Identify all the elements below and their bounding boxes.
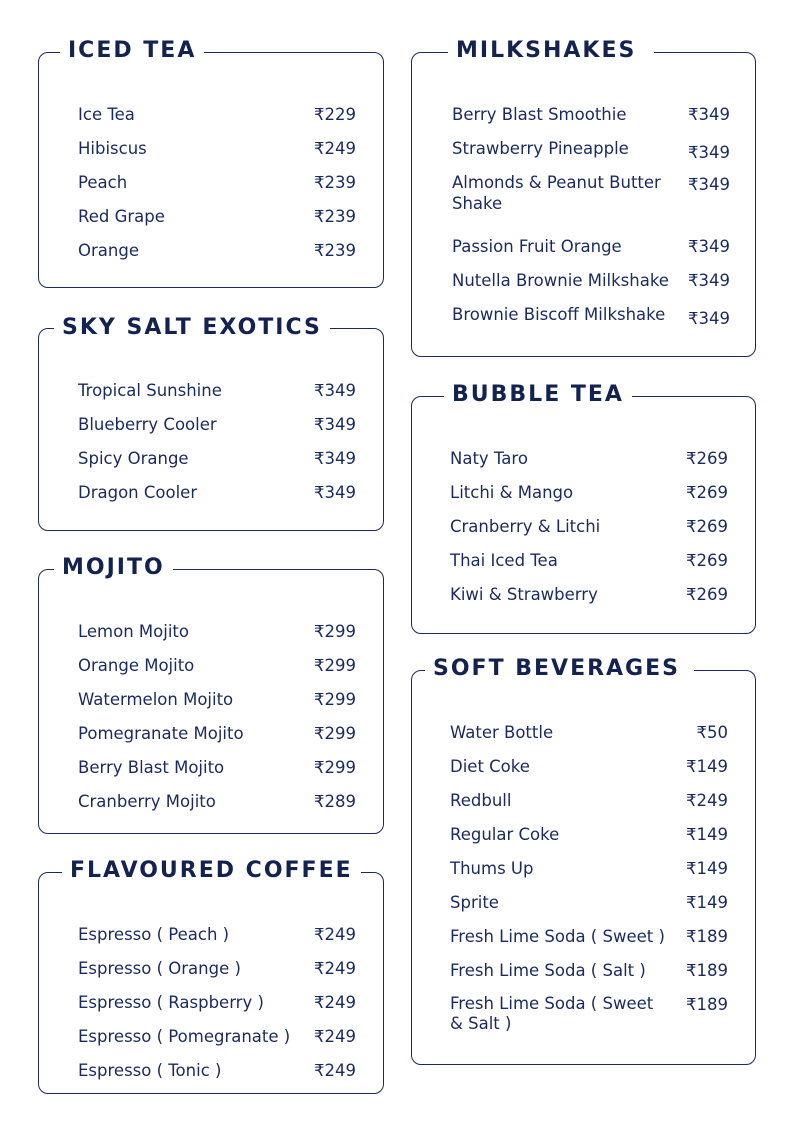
item-name: Espresso ( Orange ) xyxy=(78,959,241,978)
item-price: ₹269 xyxy=(686,517,728,536)
item-price: ₹269 xyxy=(686,551,728,570)
item-name: Cranberry Mojito xyxy=(78,792,216,811)
item-price: ₹269 xyxy=(686,449,728,468)
item-price: ₹189 xyxy=(686,995,728,1014)
item-name: Passion Fruit Orange xyxy=(452,237,622,256)
item-name: Peach xyxy=(78,173,128,192)
item-name: Pomegranate Mojito xyxy=(78,724,244,743)
item-name: Redbull xyxy=(450,791,512,810)
item-name: Fresh Lime Soda ( Sweet & Salt ) xyxy=(450,994,654,1033)
item-price: ₹149 xyxy=(686,825,728,844)
item-price: ₹349 xyxy=(314,381,356,400)
item-name: Espresso ( Tonic ) xyxy=(78,1061,222,1080)
item-name: Cranberry & Litchi xyxy=(450,517,601,536)
item-name: Fresh Lime Soda ( Salt ) xyxy=(450,961,646,980)
item-name: Naty Taro xyxy=(450,449,528,468)
item-name: Almonds & Peanut Butter Shake xyxy=(452,173,661,213)
item-name: Sprite xyxy=(450,893,499,912)
item-name: Berry Blast Mojito xyxy=(78,758,225,777)
item-name: Hibiscus xyxy=(78,139,147,158)
section-title: MILKSHAKES xyxy=(448,37,654,65)
item-name: Lemon Mojito xyxy=(78,622,189,641)
section-title: MOJITO xyxy=(54,554,173,582)
item-name: Espresso ( Pomegranate ) xyxy=(78,1027,291,1046)
item-name: Orange Mojito xyxy=(78,656,195,675)
item-price: ₹239 xyxy=(314,173,356,192)
section-title: SKY SALT EXOTICS xyxy=(54,314,330,342)
item-price: ₹349 xyxy=(688,271,730,290)
item-name: Ice Tea xyxy=(78,105,135,124)
item-price: ₹269 xyxy=(686,483,728,502)
item-name: Thums Up xyxy=(450,859,534,878)
item-name: Espresso ( Raspberry ) xyxy=(78,993,264,1012)
section-title: FLAVOURED COFFEE xyxy=(62,857,361,885)
item-price: ₹299 xyxy=(314,758,356,777)
item-price: ₹349 xyxy=(688,309,730,328)
item-price: ₹149 xyxy=(686,757,728,776)
item-price: ₹229 xyxy=(314,105,356,124)
item-name: Tropical Sunshine xyxy=(78,381,222,400)
item-name: Water Bottle xyxy=(450,723,554,742)
item-price: ₹249 xyxy=(314,959,356,978)
item-price: ₹249 xyxy=(314,993,356,1012)
item-name: Spicy Orange xyxy=(78,449,189,468)
item-name: Fresh Lime Soda ( Sweet ) xyxy=(450,927,665,946)
item-name: Litchi & Mango xyxy=(450,483,574,502)
item-price: ₹239 xyxy=(314,241,356,260)
item-price: ₹299 xyxy=(314,724,356,743)
item-price: ₹349 xyxy=(314,449,356,468)
item-name: Diet Coke xyxy=(450,757,530,776)
item-name: Espresso ( Peach ) xyxy=(78,925,230,944)
item-price: ₹349 xyxy=(688,143,730,162)
item-name: Kiwi & Strawberry xyxy=(450,585,598,604)
section-title: SOFT BEVERAGES xyxy=(425,655,694,683)
item-name: Nutella Brownie Milkshake xyxy=(452,271,669,290)
item-price: ₹349 xyxy=(688,105,730,124)
item-name: Strawberry Pineapple xyxy=(452,139,629,158)
item-price: ₹349 xyxy=(688,175,730,194)
section-title: ICED TEA xyxy=(60,37,204,65)
item-price: ₹249 xyxy=(314,1061,356,1080)
item-price: ₹249 xyxy=(314,925,356,944)
item-price: ₹249 xyxy=(314,139,356,158)
item-price: ₹349 xyxy=(314,483,356,502)
item-price: ₹239 xyxy=(314,207,356,226)
item-name: Berry Blast Smoothie xyxy=(452,105,627,124)
item-name: Red Grape xyxy=(78,207,165,226)
item-price: ₹269 xyxy=(686,585,728,604)
item-name: Blueberry Cooler xyxy=(78,415,217,434)
item-price: ₹189 xyxy=(686,927,728,946)
item-price: ₹149 xyxy=(686,859,728,878)
section-title: BUBBLE TEA xyxy=(444,381,632,409)
item-price: ₹299 xyxy=(314,622,356,641)
item-name: Dragon Cooler xyxy=(78,483,198,502)
item-name: Brownie Biscoff Milkshake xyxy=(452,305,666,324)
item-price: ₹349 xyxy=(688,237,730,256)
item-price: ₹289 xyxy=(314,792,356,811)
item-price: ₹249 xyxy=(314,1027,356,1046)
item-price: ₹189 xyxy=(686,961,728,980)
item-price: ₹149 xyxy=(686,893,728,912)
item-price: ₹249 xyxy=(686,791,728,810)
item-price: ₹349 xyxy=(314,415,356,434)
item-name: Regular Coke xyxy=(450,825,560,844)
item-price: ₹50 xyxy=(696,723,728,742)
item-name: Watermelon Mojito xyxy=(78,690,234,709)
item-name: Thai Iced Tea xyxy=(450,551,558,570)
item-price: ₹299 xyxy=(314,690,356,709)
item-name: Orange xyxy=(78,241,139,260)
item-price: ₹299 xyxy=(314,656,356,675)
